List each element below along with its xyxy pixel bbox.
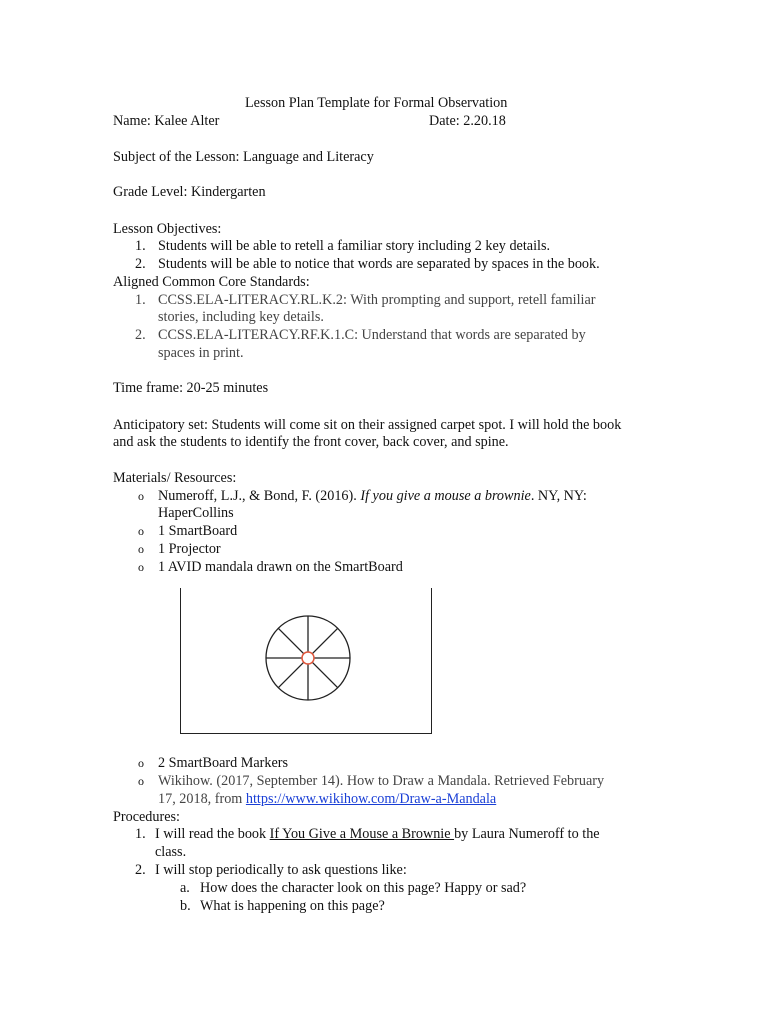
standard-text: stories, including key details. (158, 309, 324, 325)
procedure-text: I will read the book (155, 826, 270, 842)
teacher-name: Name: Kalee Alter (113, 113, 220, 129)
bullet-icon: o (138, 756, 144, 770)
material-smartboard: 1 SmartBoard (158, 523, 238, 539)
standard-number: 2. (135, 327, 146, 343)
material-wikihow-retrieved (158, 790, 496, 808)
document-title: Lesson Plan Template for Formal Observation (245, 95, 508, 111)
procedure-book-title: If You Give a Mouse a Brownie (269, 826, 455, 842)
procedure-number: 2. (135, 862, 146, 878)
material-wikihow-citation: Wikihow. (2017, September 14). How to Draw a Mandala. Retrieved February (158, 773, 605, 789)
bullet-icon: o (138, 524, 144, 538)
objective-text: Students will be able to retell a familiar story including 2 key details. (158, 238, 551, 254)
objectives-heading: Lesson Objectives: (113, 221, 222, 237)
material-projector: 1 Projector (158, 541, 221, 557)
question-text: What is happening on this page? (200, 898, 385, 914)
citation-publisher: . NY, NY: (530, 488, 587, 504)
procedure-step (155, 825, 600, 843)
anticipatory-set: Anticipatory set: Students will come sit on their assigned carpet spot. I will hold the book (113, 417, 622, 433)
mandala-figure (180, 588, 432, 734)
citation-authors: Numeroff, L.J., & Bond, F. (2016). (158, 488, 361, 504)
question-text: How does the character look on this page? Happy or sad? (200, 880, 527, 896)
procedure-text: by Laura Numeroff to the (454, 826, 600, 842)
standard-text: CCSS.ELA-LITERACY.RL.K.2: With prompting and support, retell familiar (158, 292, 596, 308)
material-mandala: 1 AVID mandala drawn on the SmartBoard (158, 559, 403, 575)
retrieved-date: 17, 2018, from (158, 791, 246, 807)
procedure-number: 1. (135, 826, 146, 842)
citation-title: If you give a mouse a brownie (360, 488, 531, 504)
wikihow-link[interactable]: https://www.wikihow.com/Draw-a-Mandala (245, 791, 497, 807)
bullet-icon: o (138, 542, 144, 556)
bullet-icon: o (138, 489, 144, 503)
material-markers: 2 SmartBoard Markers (158, 755, 289, 771)
objective-number: 1. (135, 238, 146, 254)
standard-text: CCSS.ELA-LITERACY.RF.K.1.C: Understand that words are separated by (158, 327, 586, 343)
grade-level: Grade Level: Kindergarten (113, 184, 266, 200)
anticipatory-set: and ask the students to identify the front cover, back cover, and spine. (113, 434, 509, 450)
standard-text: spaces in print. (158, 345, 244, 361)
materials-heading: Materials/ Resources: (113, 470, 237, 486)
lesson-date: Date: 2.20.18 (429, 113, 506, 129)
procedures-heading: Procedures: (113, 809, 180, 825)
question-label: a. (180, 880, 190, 896)
bullet-icon: o (138, 774, 144, 788)
procedure-text: class. (155, 844, 187, 860)
mandala-center-circle (302, 652, 314, 664)
bullet-icon: o (138, 560, 144, 574)
objective-number: 2. (135, 256, 146, 272)
time-frame: Time frame: 20-25 minutes (113, 380, 269, 396)
material-book-citation (158, 487, 587, 505)
objective-text: Students will be able to notice that words are separated by spaces in the book. (158, 256, 600, 272)
citation-publisher-name: HaperCollins (158, 505, 234, 521)
procedure-step: I will stop periodically to ask questions like: (155, 862, 407, 878)
question-label: b. (180, 898, 191, 914)
standards-heading: Aligned Common Core Standards: (113, 274, 310, 290)
mandala-drawing (181, 588, 430, 732)
lesson-subject: Subject of the Lesson: Language and Literacy (113, 149, 374, 165)
standard-number: 1. (135, 292, 146, 308)
